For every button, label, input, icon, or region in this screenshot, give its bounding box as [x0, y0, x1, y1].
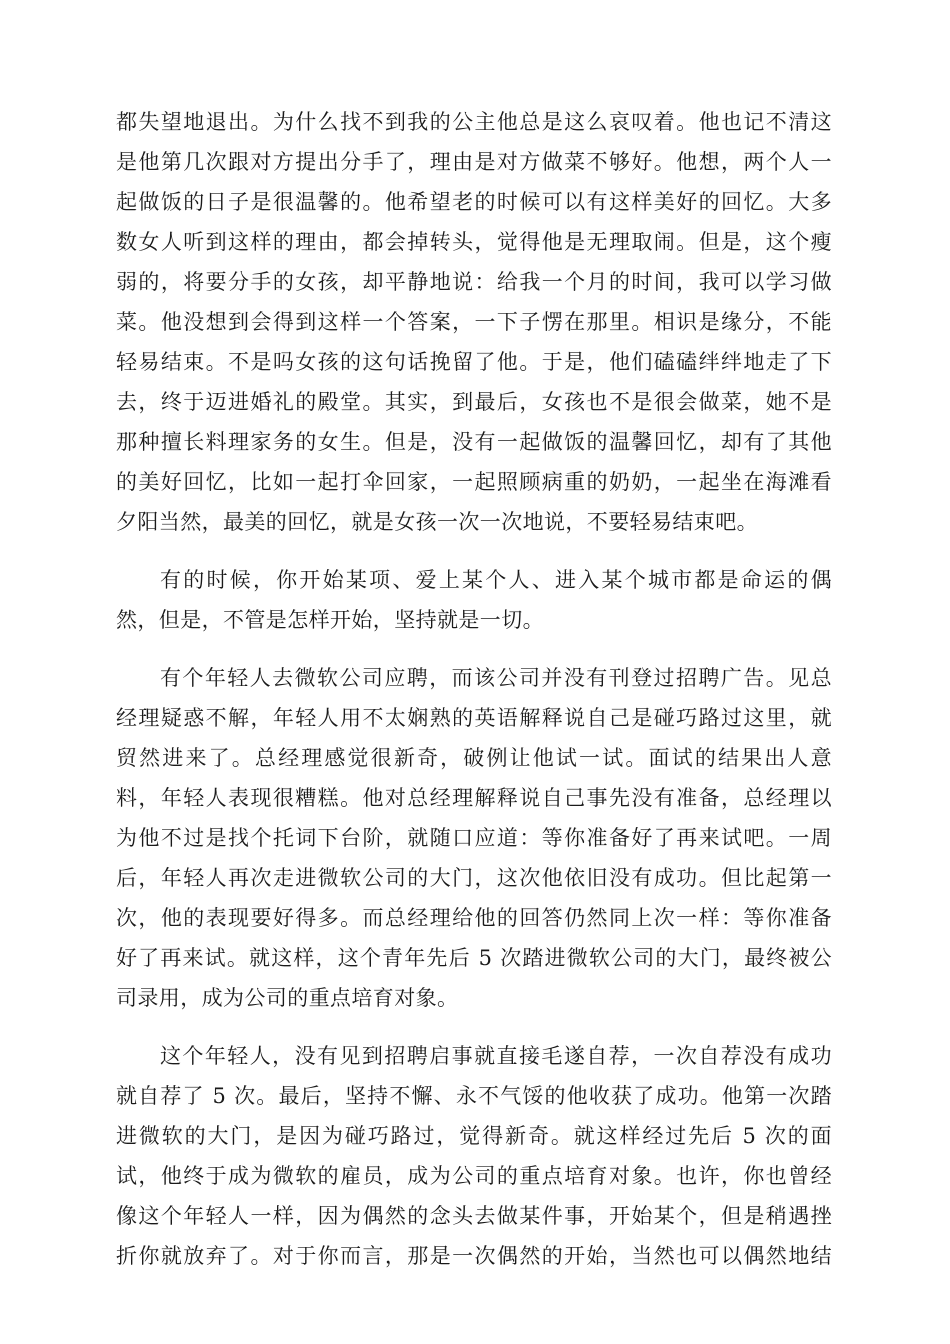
text-line: 料，年轻人表现很糟糕。他对总经理解释说自己事先没有准备，总经理以 — [116, 786, 832, 810]
paragraph — [116, 1036, 832, 1276]
text-line: 进微软的大门，是因为碰巧路过，觉得新奇。就这样经过先后 5 次的面 — [116, 1124, 832, 1148]
text-line: 折你就放弃了。对于你而言，那是一次偶然的开始，当然也可以偶然地结 — [116, 1244, 832, 1268]
text-line: 去，终于迈进婚礼的殿堂。其实，到最后，女孩也不是很会做菜，她不是 — [116, 390, 832, 414]
paragraph — [116, 102, 832, 542]
text-line: 司录用，成为公司的重点培育对象。 — [116, 986, 459, 1010]
text-line: 数女人听到这样的理由，都会掉转头，觉得他是无理取闹。但是，这个瘦 — [116, 230, 832, 254]
text-line: 起做饭的日子是很温馨的。他希望老的时候可以有这样美好的回忆。大多 — [116, 190, 832, 214]
text-line: 试，他终于成为微软的雇员，成为公司的重点培育对象。也许，你也曾经 — [116, 1164, 832, 1188]
document-body — [116, 102, 832, 1294]
text-line: 贸然进来了。总经理感觉很新奇，破例让他试一试。面试的结果出人意 — [116, 746, 832, 770]
text-line: 轻易结束。不是吗女孩的这句话挽留了他。于是，他们磕磕绊绊地走了下 — [116, 350, 832, 374]
text-line: 弱的，将要分手的女孩，却平静地说：给我一个月的时间，我可以学习做 — [116, 270, 832, 294]
text-line: 都失望地退出。为什么找不到我的公主他总是这么哀叹着。他也记不清这 — [116, 110, 832, 134]
text-line: 次，他的表现要好得多。而总经理给他的回答仍然同上次一样：等你准备 — [116, 906, 832, 930]
text-line: 夕阳当然，最美的回忆，就是女孩一次一次地说，不要轻易结束吧。 — [116, 510, 758, 534]
text-line: 有的时候，你开始某项、爱上某个人、进入某个城市都是命运的偶 — [160, 568, 832, 592]
text-line: 是他第几次跟对方提出分手了，理由是对方做菜不够好。他想，两个人一 — [116, 150, 832, 174]
paragraph — [116, 560, 832, 640]
text-line: 后，年轻人再次走进微软公司的大门，这次他依旧没有成功。但比起第一 — [116, 866, 832, 890]
text-line: 然，但是，不管是怎样开始，坚持就是一切。 — [116, 608, 544, 632]
paragraph — [116, 658, 832, 1018]
text-line: 的美好回忆，比如一起打伞回家，一起照顾病重的奶奶，一起坐在海滩看 — [116, 470, 832, 494]
text-line: 就自荐了 5 次。最后，坚持不懈、永不气馁的他收获了成功。他第一次踏 — [116, 1084, 832, 1108]
text-line: 经理疑惑不解，年轻人用不太娴熟的英语解释说自己是碰巧路过这里，就 — [116, 706, 832, 730]
text-line: 那种擅长料理家务的女生。但是，没有一起做饭的温馨回忆，却有了其他 — [116, 430, 832, 454]
text-line: 为他不过是找个托词下台阶，就随口应道：等你准备好了再来试吧。一周 — [116, 826, 832, 850]
text-line: 有个年轻人去微软公司应聘，而该公司并没有刊登过招聘广告。见总 — [160, 666, 832, 690]
text-line: 这个年轻人，没有见到招聘启事就直接毛遂自荐，一次自荐没有成功 — [160, 1044, 832, 1068]
text-line: 菜。他没想到会得到这样一个答案，一下子愣在那里。相识是缘分，不能 — [116, 310, 832, 334]
text-line: 像这个年轻人一样，因为偶然的念头去做某件事，开始某个，但是稍遇挫 — [116, 1204, 832, 1228]
text-line: 好了再来试。就这样，这个青年先后 5 次踏进微软公司的大门，最终被公 — [116, 946, 832, 970]
